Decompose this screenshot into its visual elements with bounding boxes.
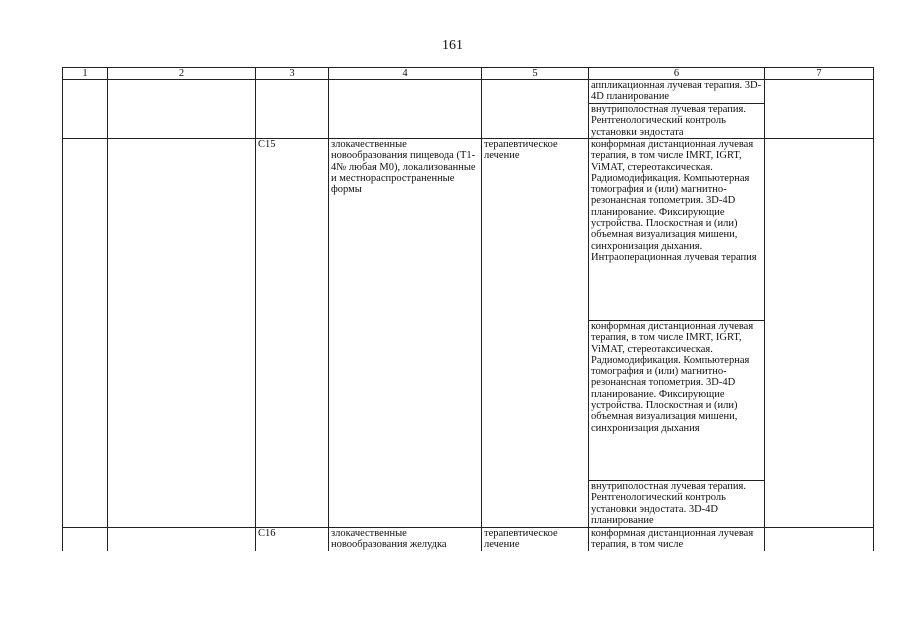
- treatment-type-cell: [482, 80, 589, 139]
- treatment-type-cell: терапевтическое лечение: [482, 139, 589, 528]
- method-cell: конформная дистанционная лучевая терапия, в том числе IMRT, IGRT, ViMAT, стереотаксическая. Радиомодификация. Компьютерная томография и (или) магнитно-резонансная топометрия. 3D-4D планирование. Фиксирующие устройства. Плоскостная и (или) объемная визуализация мишени, синхронизация дыхания. Интраоперационная лучевая терапия: [589, 139, 765, 321]
- treatment-table: [62, 67, 874, 551]
- header-row: [63, 68, 874, 80]
- method-cell: конформная дистанционная лучевая терапия, в том числе IMRT, IGRT, ViMAT, стереотаксическая. Радиомодификация. Компьютерная томография и (или) магнитно-резонансная топометрия. 3D-4D планирование. Фиксирующие устройства. Плоскостная и (или) объемная визуализация мишени, синхронизация дыхания: [589, 321, 765, 481]
- column-header: 7: [765, 68, 874, 80]
- code-cell: C16: [256, 528, 329, 552]
- column-header: 2: [108, 68, 256, 80]
- page-number: 161: [442, 38, 463, 53]
- treatment-type-cell: терапевтическое лечение: [482, 528, 589, 552]
- column-header: 5: [482, 68, 589, 80]
- table-row: [63, 80, 874, 104]
- method-cell: конформная дистанционная лучевая терапия, в том числе: [589, 528, 765, 552]
- column-header: 6: [589, 68, 765, 80]
- column-header: 1: [63, 68, 108, 80]
- column-header: 4: [329, 68, 482, 80]
- method-cell: внутриполостная лучевая терапия. Рентгенологический контроль установки эндостата. 3D-4D планирование: [589, 481, 765, 528]
- column-header: 3: [256, 68, 329, 80]
- code-cell: C15: [256, 139, 329, 528]
- diagnosis-cell: злокачественные новообразования пищевода (T1-4№ любая M0), локализованные и местнораспространенные формы: [329, 139, 482, 528]
- table-row: [63, 139, 874, 321]
- diagnosis-cell: [329, 80, 482, 139]
- diagnosis-cell: злокачественные новообразования желудка: [329, 528, 482, 552]
- table-row: [63, 528, 874, 552]
- method-cell: внутриполостная лучевая терапия. Рентгенологический контроль установки эндостата: [589, 104, 765, 139]
- method-cell: аппликационная лучевая терапия. 3D-4D планирование: [589, 80, 765, 104]
- code-cell: [256, 80, 329, 139]
